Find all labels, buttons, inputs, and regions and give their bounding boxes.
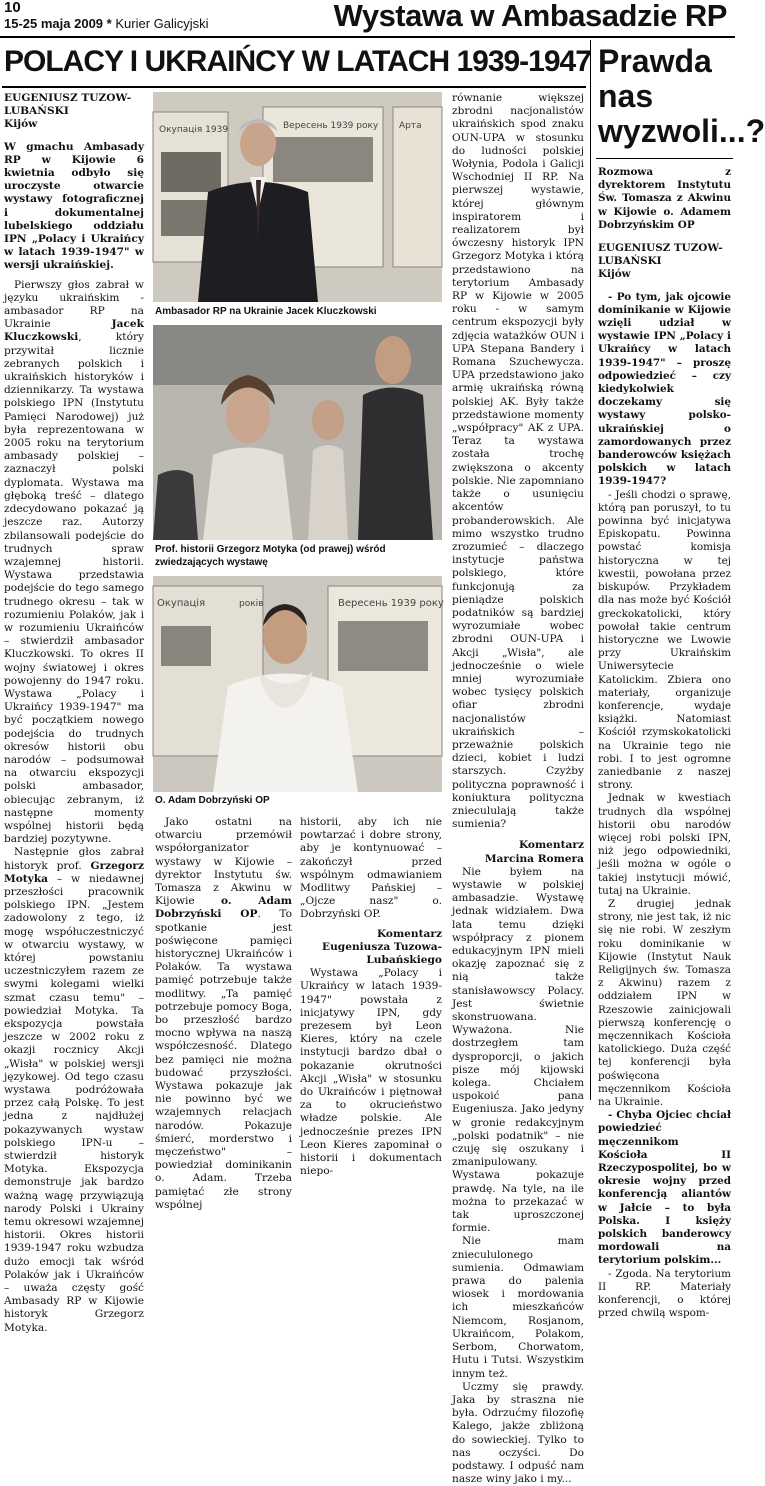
comment-paragraph: Nie byłem na wystawie w polskiej ambasadzie. Wystawę jednak widziałem. Dwa lata temu dzięki współpracy z pionem edukacyjnym IPN mieli okazję zapoznać się z nią także stanisławowscy Polacy. Jest świetnie skonstruowana. Wyważona. Nie dostrzegłem tam dysproporcji, o jakich pisze mój kijowski kolega. Chciałem uspokoić pana Eugeniusza. Jako jedyny w gronie redakcyjnym „polski podatnik" – nie czuję się oszukany i zmanipulowany. Wystawa pokazuje prawdę. Na tyle, na ile można to przekazać w tak uproszczonej formie. xyxy=(452,865,584,1235)
photo-dominican xyxy=(153,576,442,792)
sidebar-subtitle: Rozmowa z dyrektorem Instytutu Św. Tomasza z Akwinu w Kijowie o. Adamem Dobrzyńskim OP xyxy=(598,166,731,231)
comment-author: Eugeniusza Tuzowa-Lubańskiego xyxy=(322,940,442,967)
sidebar-column xyxy=(598,166,731,1320)
article-column-2 xyxy=(155,816,292,1211)
photo-visitors-image xyxy=(153,325,442,540)
comment-paragraph: Wystawa „Polacy i Ukraińcy w latach 1939-1947" powstała z inicjatywy IPN, gdy prezesem był Leon Kieres, który na czele instytucji bardzo dbał o pokazanie okrutności Akcji „Wisła" w stosunku do Ukraińców i piętnował za to okrucieństwo władze polskie. Ale jednocześnie prezes IPN Leon Kieres zapominał o historii i dokumentach niepo- xyxy=(300,967,442,1178)
comment-paragraph: Uczmy się prawdy. Jaka by straszna nie była. Odrzućmy filozofię Kalego, jakże zbliżoną do sowieckiej. Tylko to nas oczyści. Do podstawy. I odpuść nam nasze winy jako i my... xyxy=(452,1380,584,1486)
article-paragraph: Pierwszy głos zabrał w języku ukraińskim - ambasador RP na Ukrainie Jacek Kluczkowski, który przywitał licznie zebranych polskich i ukraińskich historyków i dziennikarzy. Ta wystawa polskiego IPN (Instytutu Pamięci Narodowej) już była reprezentowana w 2005 roku na terytorium ambasady polskiej – zaznaczył polski dyplomata. Wystawa ma głęboką treść – dlatego zdecydowano pokazać ją jeszcze raz. Autorzy zbilansowali podejście do trudnych spraw wzajemnej historii. Wystawa przedstawia podejście do tego samego trudnego okresu – tak w rozumieniu Polaków, jak i w rozumieniu Ukraińców – stwierdził ambasador Kluczkowski. To okres II wojny światowej i okres powojenny do 1947 roku. Wystawa „Polacy i Ukraińcy 1939-1947" ma być początkiem nowego podejścia do trudnych okresów historii obu narodów – podsumował na otwarciu ekspozycji polski ambasador, obiecując zebranym, iż następne momenty wspólnej historii będą bardziej pozytywne. xyxy=(4,278,144,846)
article-column-1 xyxy=(4,92,144,1334)
page-header xyxy=(0,0,735,38)
person-name-dobrzynski: o. Adam Dobrzyński OP xyxy=(155,895,292,921)
svg-text:Арта: Арта xyxy=(399,121,422,131)
column-separator xyxy=(590,40,591,1100)
article-headline: POLACY I UKRAIŃCY W LATACH 1939-1947 xyxy=(4,45,591,78)
photo-visitors xyxy=(153,325,442,540)
photo-caption-dominican: O. Adam Dobrzyński OP xyxy=(155,795,270,806)
article-column-4 xyxy=(452,92,584,1486)
sidebar-title xyxy=(598,43,765,149)
photo-dominican-image xyxy=(153,576,442,792)
comment-heading: Komentarz xyxy=(376,927,442,940)
photo-caption-visitors: Prof. historii Grzegorz Motyka (od prawej) wśród zwiedzających wystawę xyxy=(155,544,386,568)
author-location: Kijów xyxy=(4,118,38,131)
svg-text:Вересень 1939 року: Вересень 1939 року xyxy=(338,598,444,609)
comment-heading: Komentarz xyxy=(518,839,584,852)
author-name-line2: LUBAŃSKI xyxy=(4,105,69,118)
interview-answer: Z drugiej jednak strony, nie jest tak, iż nic się nie robi. W zeszłym roku dominikanie w Kijowie (Instytut Nauk Religijnych św. Tomasza z Akwinu) razem z oddziałem IPN w Rzeszowie zainicjowali pierwszą konferencję o męczennikach Kościoła katolickiego. Duża część tej konferencji była poświęcona męczennikom Kościoła na Ukrainie. xyxy=(598,897,731,1109)
person-name-motyka: Grzegorz Motyka xyxy=(4,859,144,885)
sidebar-title-line: Prawda xyxy=(598,43,712,79)
svg-text:років: років xyxy=(239,599,264,609)
person-name-kluczkowski: Jacek Kluczkowski xyxy=(4,318,144,344)
publication-name: Kurier Galicyjski xyxy=(115,16,209,31)
interview-answer: - Jeśli chodzi o sprawę, którą pan poruszył, to tu powinna być inicjatywa Episkopatu. Powinna powstać komisja historyczna w tej kwestii, powołana przez biskupów. Przykładem dla nas może być Kościół greckokatolicki, który powołał takie centrum historyczne we Lwowie przy Ukraińskim Uniwersytecie Katolickim. Zbiera ono materiały, organizuje konferencje, wydaje książki. Natomiast Kościół rzymskokatolicki na Ukrainie tego nie robi. I to jest ogromne zaniedbanie z naszej strony. xyxy=(598,488,731,792)
photo-ambassador xyxy=(153,92,442,302)
bullet-icon: * xyxy=(106,16,112,31)
author-name-line1: EUGENIUSZ TUZOW- xyxy=(4,92,132,104)
issue-line xyxy=(4,16,209,31)
interview-question: - Po tym, jak ojcowie dominikanie w Kijowie wzięli udział w wystawie IPN „Polacy i Ukraińcy w latach 1939-1947" – proszę odpowiedzieć – czy kiedykolwiek doczekamy się wystawy polsko-ukraińskiej o zamordowanych przez banderowców księżach polskich w latach 1939-1947? xyxy=(598,290,731,488)
sidebar-title-line: wyzwoli...? xyxy=(598,113,765,149)
interview-answer: - Zgoda. Na terytorium II RP. Materiały konferencji, o której przed chwilą wspom- xyxy=(598,1267,731,1320)
interview-answer: Jednak w kwestiach trudnych dla wspólnej historii obu narodów więcej robi polski IPN, niż jego odpowiedniki, jeśli można w ogóle o takiej instytucji mówić, tutaj na Ukrainie. xyxy=(598,792,731,897)
svg-text:Вересень 1939 року: Вересень 1939 року xyxy=(283,121,379,131)
sidebar-location: Kijów xyxy=(598,268,631,281)
photo-ambassador-image xyxy=(153,92,442,302)
sidebar-author-line2: LUBAŃSKI xyxy=(598,255,662,268)
article-column-3 xyxy=(300,816,442,1178)
interview-question: - Chyba Ojciec chciał powiedzieć męczennikom Kościoła II Rzeczypospolitej, bo w okresie wojny przed konferencją aliantów w Jałcie – to była Polska. I księży polskich banderowcy mordowali na terytorium polskim... xyxy=(598,1109,731,1267)
sidebar-author-line1: EUGENIUSZ TUZOW- xyxy=(598,242,723,255)
article-paragraph: Następnie głos zabrał historyk prof. Grzegorz Motyka – w niedawnej przeszłości pracownik polskiego IPN. „Jestem zadowolony z tego, iż mogę współuczestniczyć w otwarciu wystawy, w której powstaniu uczestniczyłem razem ze swymi kolegami wielki szmat czasu temu" – powiedział Motyka. Ta ekspozycja powstała jeszcze w 2002 roku z okazji rocznicy Akcji „Wisła" w polskiej wersji językowej. Od tego czasu wystawa podróżowała przez całą Polskę. To jest jedna z najdłużej pokazywanych wystaw polskiego IPN-u – stwierdził historyk Motyka. Ekspozycja demonstruje jak bardzo ważną wagę przywiązują narody Polski i Ukrainy temu okresowi wzajemnej historii. Okres historii 1939-1947 roku wzbudza dużo emocji tak wśród Polaków jak i Ukraińców – uważa częsty gość Ambasady RP w Kijowie historyk Grzegorz Motyka. xyxy=(4,846,144,1334)
photo-caption-ambassador: Ambasador RP na Ukrainie Jacek Kluczkowski xyxy=(155,306,377,317)
section-title: Wystawa w Ambasadzie RP xyxy=(333,0,727,33)
headline-rule xyxy=(2,86,586,88)
article-paragraph: równanie większej zbrodni nacjonalistów ukraińskich spod znaku OUN-UPA w stosunku do ludności polskiej Wołynia, Podola i Galicji Wschodniej II RP. Na pierwszej wystawie, której głównym inspiratorem i realizatorem był ówczesny historyk IPN Grzegorz Motyka i którą przedstawiono na terytorium Ambasady RP w Kijowie w 2005 roku - w samym centrum ekspozycji były zdjęcia watażków OUN i UPA Stepana Bandery i Romana Szuchewycza. UPA przedstawiono jako armię ukraińską równą polskiej AK. Były także przedstawione momenty „współpracy" AK z UPA. Teraz ta wystawa została trochę zwiększona o akcenty polskie. Nie zapomniano także o usunięciu akcentów probanderowskich. Ale mimo wszystko trudno zrozumieć – dlaczego instytucje państwa polskiego, które funkcjonują za pieniądze polskich podatników są bardziej wyrozumiałe wobec zbrodni OUN-UPA i Akcji „Wisła", ale jednocześnie o wiele mniej wyrozumiałe wobec tysięcy polskich ofiar zbrodni nacjonalistów ukraińskich – przeważnie polskich dzieci, kobiet i ludzi starszych. Czyżby polityczna poprawność i koniuktura polityczna zniecululają także sumienia? xyxy=(452,92,584,831)
sidebar-rule xyxy=(596,158,733,159)
article-paragraph: Jako ostatni na otwarciu przemówił współorganizator wystawy w Kijowie – dyrektor Instytutu św. Tomasza z Akwinu w Kijowie o. Adam Dobrzyński OP. To spotkanie jest poświęcone pamięci historycznej Ukraińców i Polaków. Ta wystawa pamięć potrzebuje także modlitwy. „Ta pamięć potrzebuje pomocy Boga, bo przeszłość bardzo mocno wpływa na naszą współczesność. Dlatego bez pamięci nie można budować przyszłości. Wystawa pokazuje jak nie powinno być we wzajemnych relacjach narodów. Pokazuje śmierć, morderstwo i męczeństwo" – powiedział dominikanin o. Adam. Trzeba pamiętać złe strony wspólnej xyxy=(155,816,292,1211)
comment-paragraph: Nie mam zniecululonego sumienia. Odmawiam prawa do palenia wiosek i mordowania ich mieszkańców Niemcom, Rosjanom, Ukraińcom, Polakom, Serbom, Chorwatom, Hutu i Tutsi. Wszystkim innym też. xyxy=(452,1235,584,1380)
page-number: 10 xyxy=(4,0,21,16)
issue-date: 15-25 maja 2009 xyxy=(4,16,104,31)
article-paragraph: historii, aby ich nie powtarzać i dobre strony, aby je kontynuować – zakończył przed wspólnym odmawianiem Modlitwy Pańskiej – „Ojcze nasz" o. Dobrzyński OP. xyxy=(300,816,442,921)
comment-author: Marcina Romera xyxy=(484,852,584,865)
article-lead: W gmachu Ambasady RP w Kijowie 6 kwietnia odbyło się uroczyste otwarcie wystawy fotograficznej i dokumentalnej lubelskiego oddziału IPN „Polacy i Ukraińcy w latach 1939-1947" w wersji ukraińskiej. xyxy=(4,140,144,272)
sidebar-title-line: nas xyxy=(598,78,654,114)
svg-text:Окупація: Окупація xyxy=(157,598,206,609)
svg-text:Окупація 1939: Окупація 1939 xyxy=(159,125,229,135)
